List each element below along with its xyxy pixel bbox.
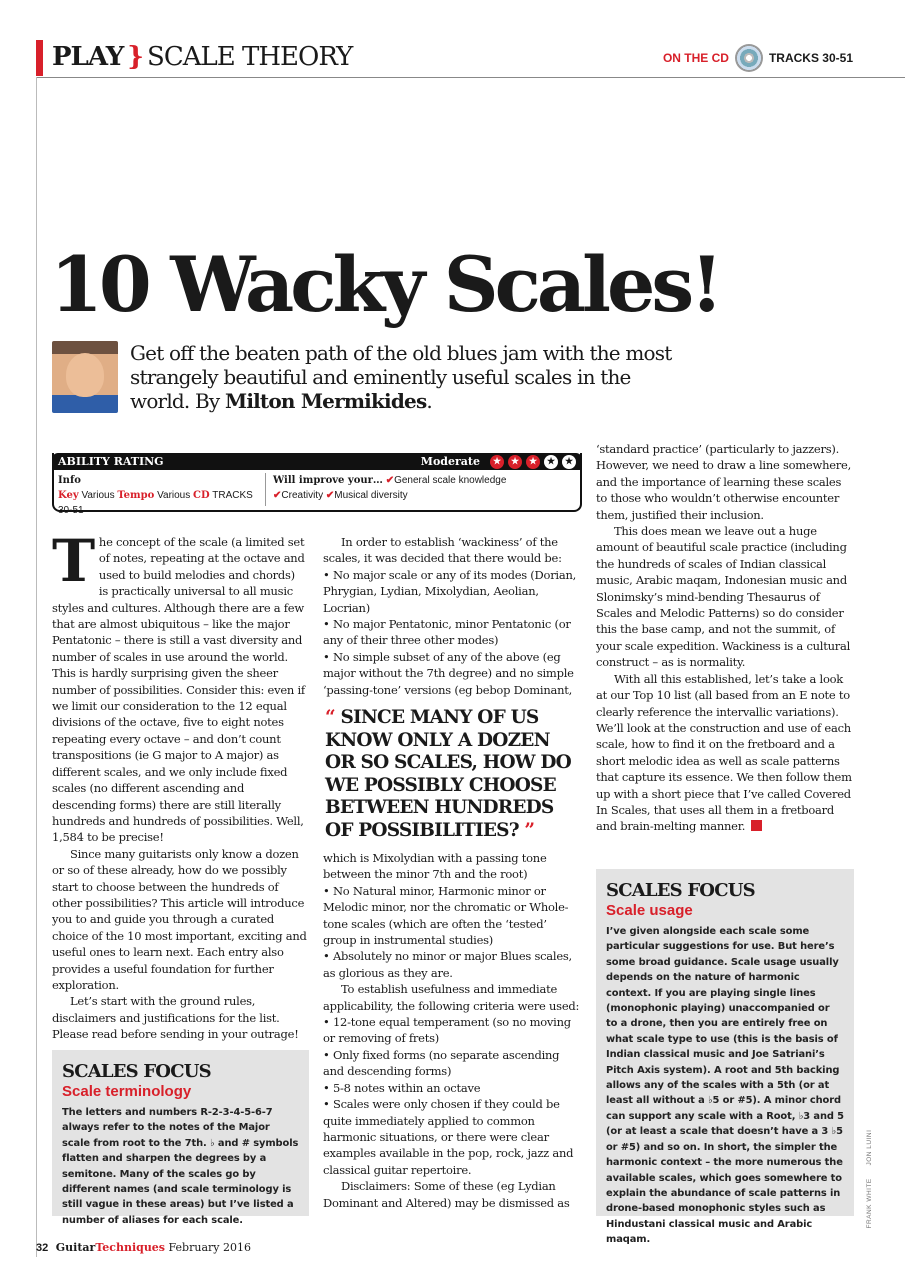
key-value: Various [81, 490, 115, 501]
ability-divider [265, 473, 266, 506]
cd-label: CD [193, 490, 210, 501]
standfirst-text: Get off the beaten path of the old blues jam with the most strangely beautiful and eminently useful scales in the world. By [130, 341, 672, 413]
star-filled-icon: ★ [490, 455, 504, 469]
photo-credit-1: FRANK WHITE [866, 1178, 873, 1229]
tick-icon: ✔ [385, 475, 395, 486]
improve-item: Musical diversity [334, 490, 408, 501]
photo-credit-2: JON LUINI [866, 1130, 873, 1166]
tempo-value: Various [157, 490, 191, 501]
star-empty-icon: ★ [544, 455, 558, 469]
scales-focus-usage [596, 869, 854, 1246]
magazine-brand [56, 1241, 165, 1254]
section-header [52, 40, 352, 74]
issue-date: February 2016 [168, 1241, 251, 1254]
margin-rule [36, 77, 37, 1257]
body-paragraph: Disclaimers: Some of these (eg Lydian Dominant and Altered) may be dismissed as [323, 1179, 570, 1210]
tick-icon: ✔ [325, 490, 335, 501]
drop-cap: T [52, 527, 95, 595]
on-the-cd-badge [663, 44, 853, 72]
improve-item: General scale knowledge [394, 475, 507, 486]
author-photo [52, 341, 118, 413]
rating-stars [486, 454, 576, 469]
tempo-label: Tempo [117, 490, 155, 501]
focus-subheading: Scale usage [606, 902, 693, 919]
improve-label: Will improve your… [273, 475, 383, 486]
standfirst [130, 341, 690, 413]
body-paragraph: he concept of the scale (a limited set of notes, repeating at the octave and used to build melodies and chords) is practically universal to all music styles and cultures. Although there are a few that are almost ubiquitous – like the major Pentatonic – there is still a vast diversity and number of scales in use around the world. This is hardly surprising given the sheer number of possibilities. Consider this: even if we limit our consideration to the 12 equal divisions of the octave, five to eight notes repeating every octave – and don’t count transpositions (ie G major to A major) as different scales, and we only include fixed scales (no different ascending and descending forms) there are still literally hundreds and hundreds of possibilities. Well, 1,584 to be precise! [52, 535, 305, 845]
key-label: Key [58, 490, 79, 501]
pull-quote [325, 707, 575, 843]
body-paragraph: ‘standard practice’ (particularly to jazzers). However, we need to draw a line somewhere, and the importance of learning these scales to those who wouldn’t otherwise encounter them, justified their inclusion. [596, 442, 851, 522]
ability-info [58, 473, 263, 518]
list-item: • No Natural minor, Harmonic minor or Melodic minor, nor the chromatic or Whole-tone scales (which are often the ‘tested’ group in instrumental studies) [323, 883, 569, 948]
will-improve [273, 473, 573, 503]
cd-value: TRACKS 30-51 [58, 490, 253, 516]
focus-subheading: Scale terminology [62, 1083, 192, 1100]
list-item: • 5-8 notes within an octave [323, 1080, 481, 1095]
body-column-2 [323, 534, 581, 698]
body-paragraph: Since many guitarists only know a dozen or so of these already, how do we possibly start to choose between the hundreds of other possibilities? This article will introduce you to and guide you through a curated choice of the 10 most important, exciting and useful ones to learn next. Each entry also provides a useful foundation for further exploration. [52, 846, 307, 992]
article-title: 10 Wacky Scales! [50, 240, 720, 329]
body-paragraph: which is Mixolydian with a passing tone between the minor 7th and the root) [323, 851, 547, 882]
focus-text: The letters and numbers R-2-3-4-5-6-7 always refer to the notes of the Major scale from root to the 7th. ♭ and # symbols flatten and sharpen the degrees by a semitone. Many of the scales go by different names (and scale terminology is still vague in these areas) but I’ve listed a number of aliases for each scale. [62, 1107, 299, 1226]
list-item: • Only fixed forms (no separate ascending and descending forms) [323, 1047, 560, 1079]
close-quote-mark: ” [524, 819, 535, 841]
body-paragraph: Let’s start with the ground rules, disclaimers and justifications for the list. Please read before sending in your outrage! [52, 994, 299, 1042]
list-item: • Scales were only chosen if they could be quite immediately applied to common harmonic situations, or there were clear examples available in the pop, rock, jazz and classical guitar repertoire. [323, 1097, 574, 1177]
brand-part-1: Guitar [55, 1241, 96, 1254]
page-footer [36, 1241, 251, 1254]
ability-level: Moderate [420, 455, 480, 468]
star-filled-icon: ★ [508, 455, 522, 469]
tick-icon: ✔ [273, 490, 282, 501]
body-paragraph: With all this established, let’s take a look at our Top 10 list (all based from an E note to clearly reference the intervallic variations). We’ll look at the construction and use of each scale, how to find it on the fretboard and a short melodic idea as well as scale patterns that capture its essence. We then follow them up with a short piece that I’ve called Covered In Scales, that uses all them in a fretboard and brain-melting manner. [596, 671, 852, 834]
header-rule [36, 77, 905, 78]
pull-quote-text: SINCE MANY OF US KNOW ONLY A DOZEN OR SO SCALES, HOW DO WE POSSIBLY CHOOSE BETWEEN HUNDREDS OF POSSIBILITIES? [325, 707, 571, 841]
body-paragraph: This does mean we leave out a huge amount of beautiful scale practice (including the hundreds of scales of Indian classical music, Arabic maqam, Indonesian music and Slonimsky’s mind-bending Thesaurus of Scales and Melodic Patterns) so do consider this the base camp, and not the summit, of your scale expedition. Wackiness is a cultural construct – as is normality. [596, 524, 851, 670]
on-the-cd-label: ON THE CD [662, 51, 729, 65]
ability-rating-header [52, 453, 582, 470]
list-item: • No major Pentatonic, minor Pentatonic (or any of their three other modes) [323, 617, 571, 648]
focus-heading: SCALES FOCUS [62, 1061, 211, 1082]
body-column-1 [52, 527, 307, 1043]
list-item: • No major scale or any of its modes (Dorian, Phrygian, Lydian, Mixolydian, Aeolian, Locrian) [323, 567, 577, 615]
list-item: • Absolutely no minor or major Blues scales, as glorious as they are. [323, 949, 572, 980]
subsection-label: SCALE THEORY [147, 42, 353, 72]
end-mark-icon [751, 820, 762, 831]
body-paragraph: To establish usefulness and immediate applicability, the following criteria were used: [323, 982, 580, 1013]
ability-rating-heading: ABILITY RATING [58, 455, 164, 468]
body-column-2-continued [323, 850, 581, 1211]
list-item: • 12-tone equal temperament (so no moving or removing of frets) [323, 1015, 571, 1046]
standfirst-end: . [426, 389, 432, 413]
open-quote-mark: “ [325, 707, 335, 728]
star-empty-icon: ★ [562, 455, 576, 469]
star-filled-icon: ★ [526, 455, 540, 469]
photo-credit [866, 1130, 873, 1239]
section-color-bar [36, 40, 43, 76]
author-face [66, 353, 104, 397]
cd-tracks: TRACKS 30-51 [768, 51, 853, 65]
ability-rating-box [52, 453, 582, 516]
brand-part-2: Techniques [95, 1241, 166, 1254]
info-label: Info [58, 475, 81, 486]
cd-icon [735, 44, 763, 72]
page-number: 32 [36, 1242, 49, 1254]
section-label: PLAY [52, 42, 124, 72]
focus-heading: SCALES FOCUS [606, 880, 755, 901]
section-separator: } [127, 42, 144, 72]
body-column-3 [596, 441, 854, 835]
author-name: Milton Mermikides [225, 389, 427, 413]
body-paragraph: In order to establish ‘wackiness’ of the scales, it was decided that there would be: [323, 535, 562, 566]
improve-item: Creativity [281, 490, 324, 501]
focus-text: I’ve given alongside each scale some particular suggestions for use. But here’s some broad guidance. Scale usage usually depends on the nature of harmonic context. If you are playing single lines (monophonic playing) unaccompanied or to a drone, then you are entirely free on what scale type to use (this is the basis of Indian classical music and Joe Satriani’s Pitch Axis system). A root and 5th backing allows any of the scales with a 5th (or at least all without a ♭5 or #5). A minor chord can support any scale with a Root, ♭3 and 5 (or at least a scale that doesn’t have a 3 ♭5 or #5) and so on. In short, the simpler the harmonic context – the more numerous the available scales, which goes somewhere to explain the abundance of scale patterns in drone-based monophonic styles such as Hindustani classical music and Arabic maqam. [606, 926, 844, 1246]
scales-focus-terminology [52, 1050, 309, 1226]
list-item: • No simple subset of any of the above (eg major without the 7th degree) and no simple ‘passing-tone’ versions (eg bebop Dominant, [323, 649, 574, 697]
